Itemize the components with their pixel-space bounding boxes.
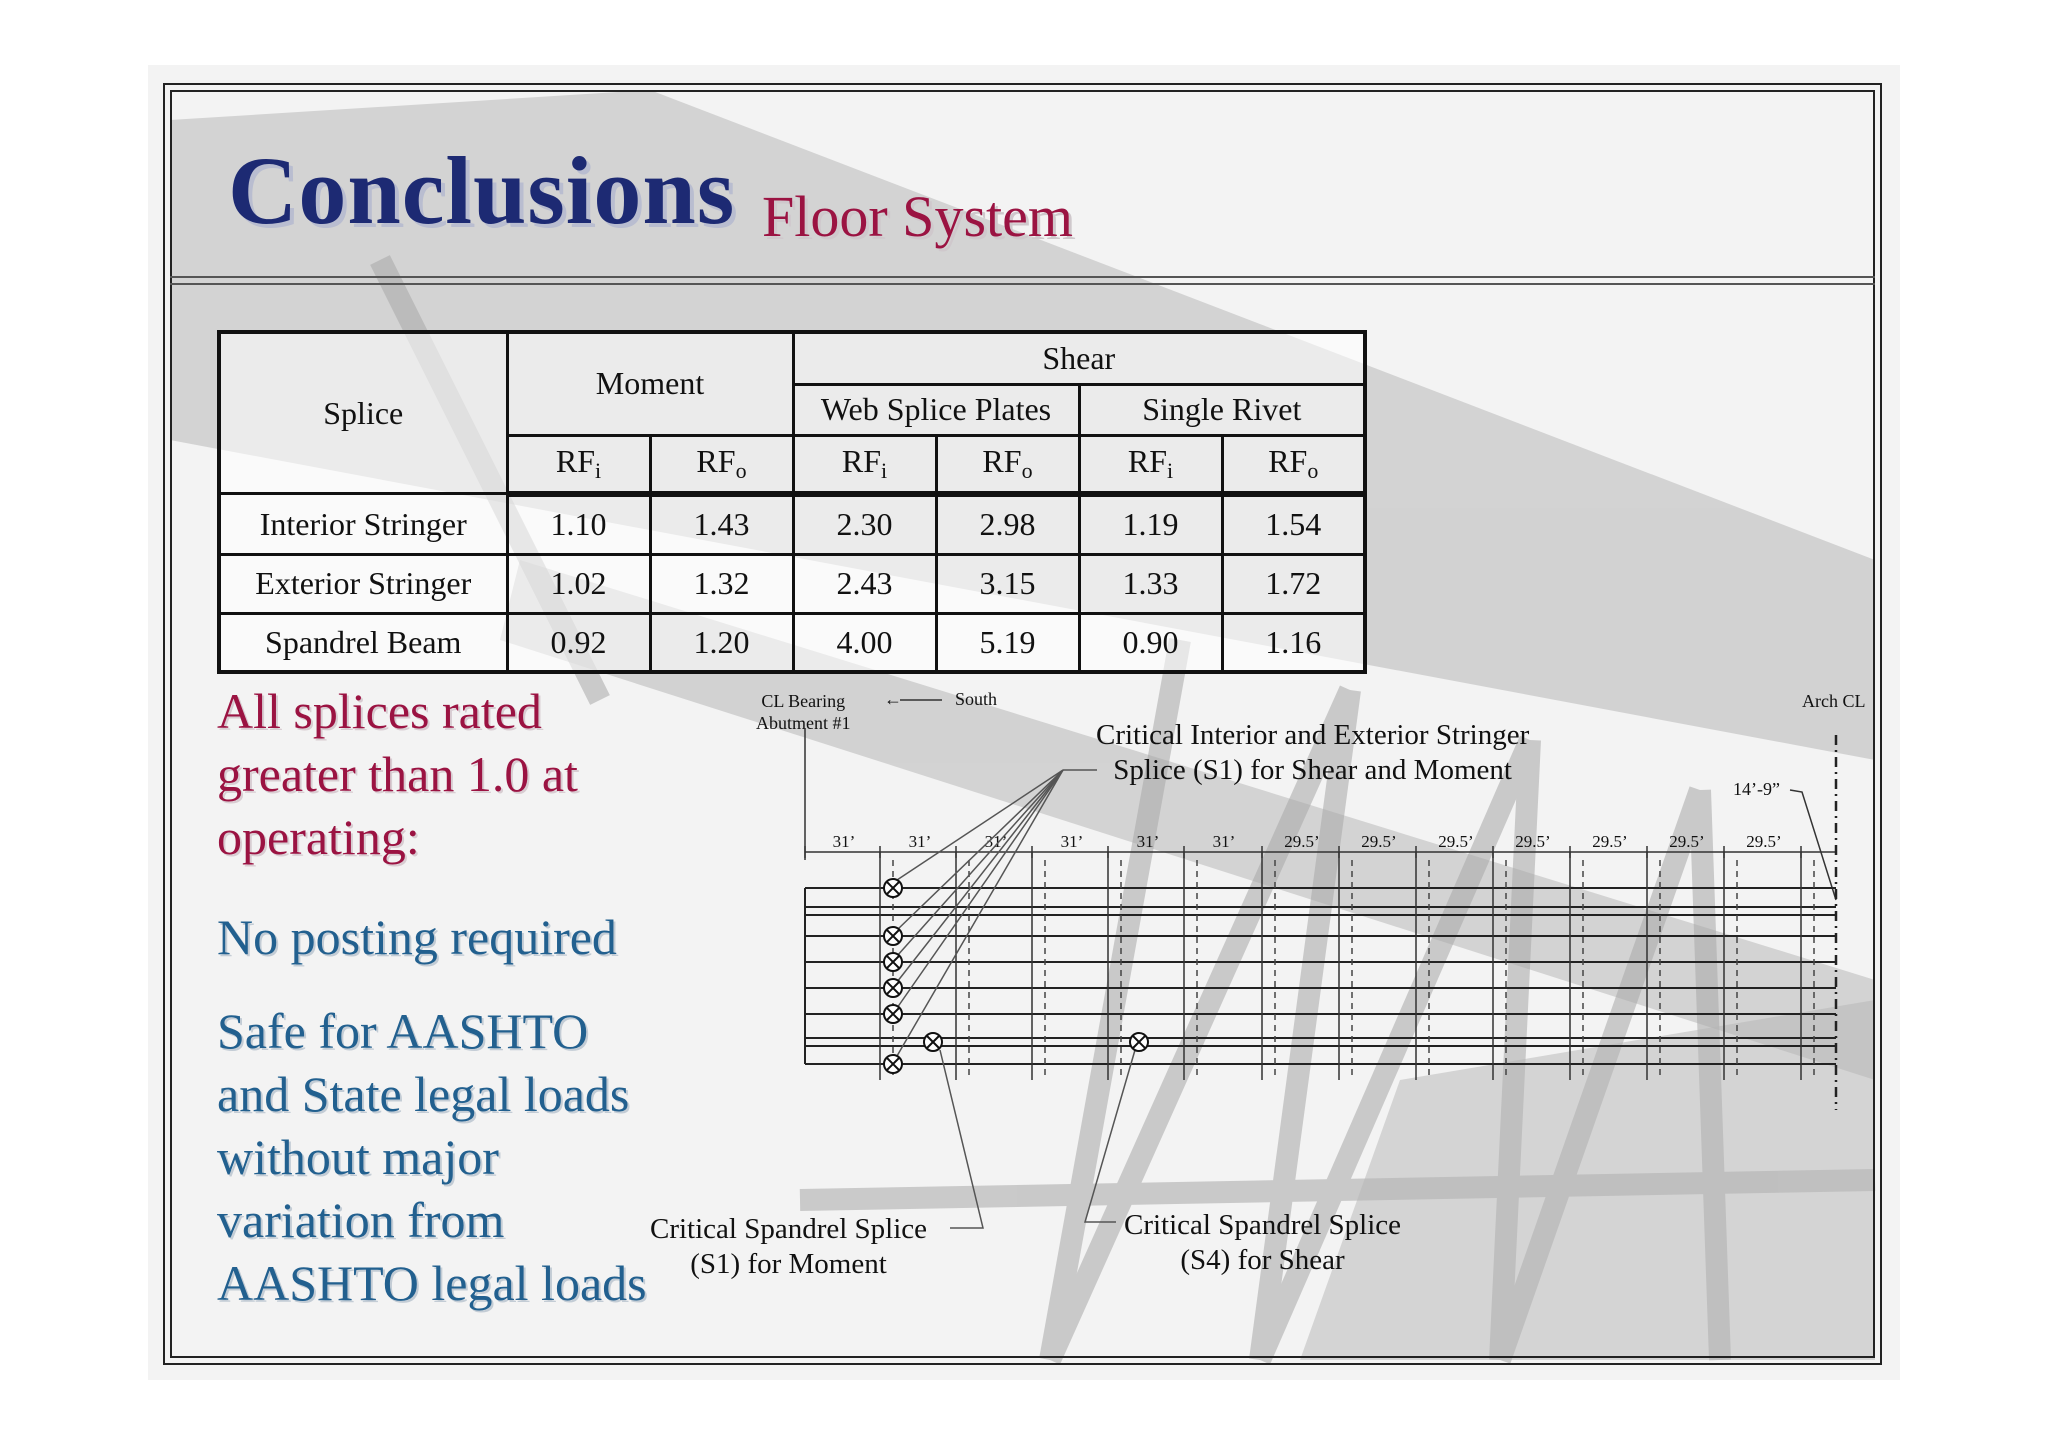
south-arrow: ← [884, 689, 902, 709]
south-label: South [955, 689, 998, 709]
table-cell: 1.72 [1222, 555, 1365, 614]
spandrel-shear-label: Critical Spandrel Splice (S4) for Shear [1124, 1209, 1402, 1276]
row-label: Spandrel Beam [219, 613, 507, 672]
span-label: 31’ [984, 832, 1008, 851]
span-label: 31’ [1060, 832, 1084, 851]
span-label: 29.5’ [1515, 832, 1551, 851]
table-cell: 0.90 [1079, 613, 1222, 672]
header-moment-rfo: RFo [650, 435, 793, 494]
span-label: 29.5’ [1438, 832, 1474, 851]
header-splice: Splice [219, 332, 507, 494]
table-cell: 1.02 [507, 555, 650, 614]
header-shear: Shear [793, 332, 1365, 385]
conclusion-posting: No posting required [217, 909, 617, 965]
table-cell: 1.16 [1222, 613, 1365, 672]
header-web-rfo: RFo [936, 435, 1079, 494]
span-label: 29.5’ [1669, 832, 1705, 851]
end-dimension-label: 14’-9” [1733, 779, 1780, 799]
splice-marker [884, 1055, 902, 1073]
span-label: 31’ [1136, 832, 1160, 851]
header-rivet-rfo: RFo [1222, 435, 1365, 494]
header-moment: Moment [507, 332, 793, 435]
table-cell: 2.98 [936, 494, 1079, 555]
table-cell: 1.54 [1222, 494, 1365, 555]
slide-title: Conclusions [228, 137, 736, 244]
splice-marker [884, 979, 902, 997]
table-cell: 1.32 [650, 555, 793, 614]
cl-bearing-label: CL Bearing Abutment #1 [756, 691, 851, 733]
table-cell: 4.00 [793, 613, 936, 672]
table-cell: 1.10 [507, 494, 650, 555]
conclusion-rated: All splices rated greater than 1.0 at operating: [217, 683, 578, 865]
row-label: Exterior Stringer [219, 555, 507, 614]
splice-marker [884, 953, 902, 971]
table-cell: 1.19 [1079, 494, 1222, 555]
splice-marker [884, 927, 902, 945]
table-cell: 1.43 [650, 494, 793, 555]
conclusion-safe: Safe for AASHTO and State legal loads without major variation from AASHTO legal loads [217, 1003, 647, 1311]
table-cell: 1.20 [650, 613, 793, 672]
table-cell: 1.33 [1079, 555, 1222, 614]
header-web-rfi: RFi [793, 435, 936, 494]
span-label: 29.5’ [1284, 832, 1320, 851]
header-rivet-rfi: RFi [1079, 435, 1222, 494]
splice-marker [884, 879, 902, 897]
arch-cl-label: Arch CL [1802, 691, 1866, 711]
spandrel-leader-lines [940, 1050, 1135, 1228]
spandrel-moment-label: Critical Spandrel Splice (S1) for Moment [650, 1213, 928, 1280]
header-moment-rfi: RFi [507, 435, 650, 494]
table-cell: 3.15 [936, 555, 1079, 614]
end-dimension-leader [1790, 790, 1836, 900]
splice-marker [884, 1005, 902, 1023]
span-label: 31’ [1212, 832, 1236, 851]
table-cell: 0.92 [507, 613, 650, 672]
splice-marker [924, 1033, 942, 1051]
span-label: 29.5’ [1592, 832, 1628, 851]
row-label: Interior Stringer [219, 494, 507, 555]
header-web-splice-plates: Web Splice Plates [793, 385, 1079, 436]
span-label: 31’ [908, 832, 932, 851]
splice-marker [1130, 1033, 1148, 1051]
table-cell: 2.30 [793, 494, 936, 555]
table-cell: 2.43 [793, 555, 936, 614]
span-label: 29.5’ [1361, 832, 1397, 851]
stringer-lines [805, 888, 1836, 1064]
span-label: 31’ [832, 832, 856, 851]
header-single-rivet: Single Rivet [1079, 385, 1365, 436]
critical-stringer-label: Critical Interior and Exterior Stringer Splice (S1) for Shear and Moment [1096, 719, 1530, 786]
table-cell: 5.19 [936, 613, 1079, 672]
span-label: 29.5’ [1746, 832, 1782, 851]
slide-subtitle: Floor System [762, 184, 1073, 249]
